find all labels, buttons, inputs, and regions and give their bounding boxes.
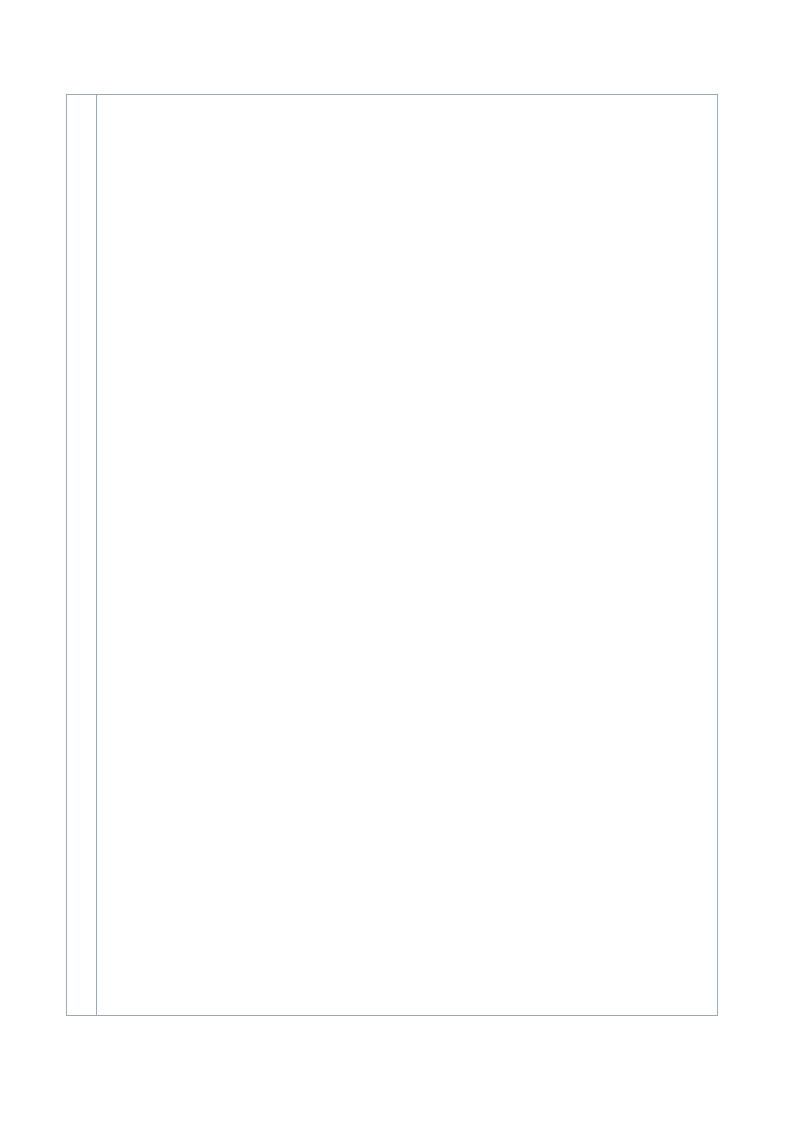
- section-label-column: [67, 95, 97, 1015]
- content-table: [66, 94, 718, 1016]
